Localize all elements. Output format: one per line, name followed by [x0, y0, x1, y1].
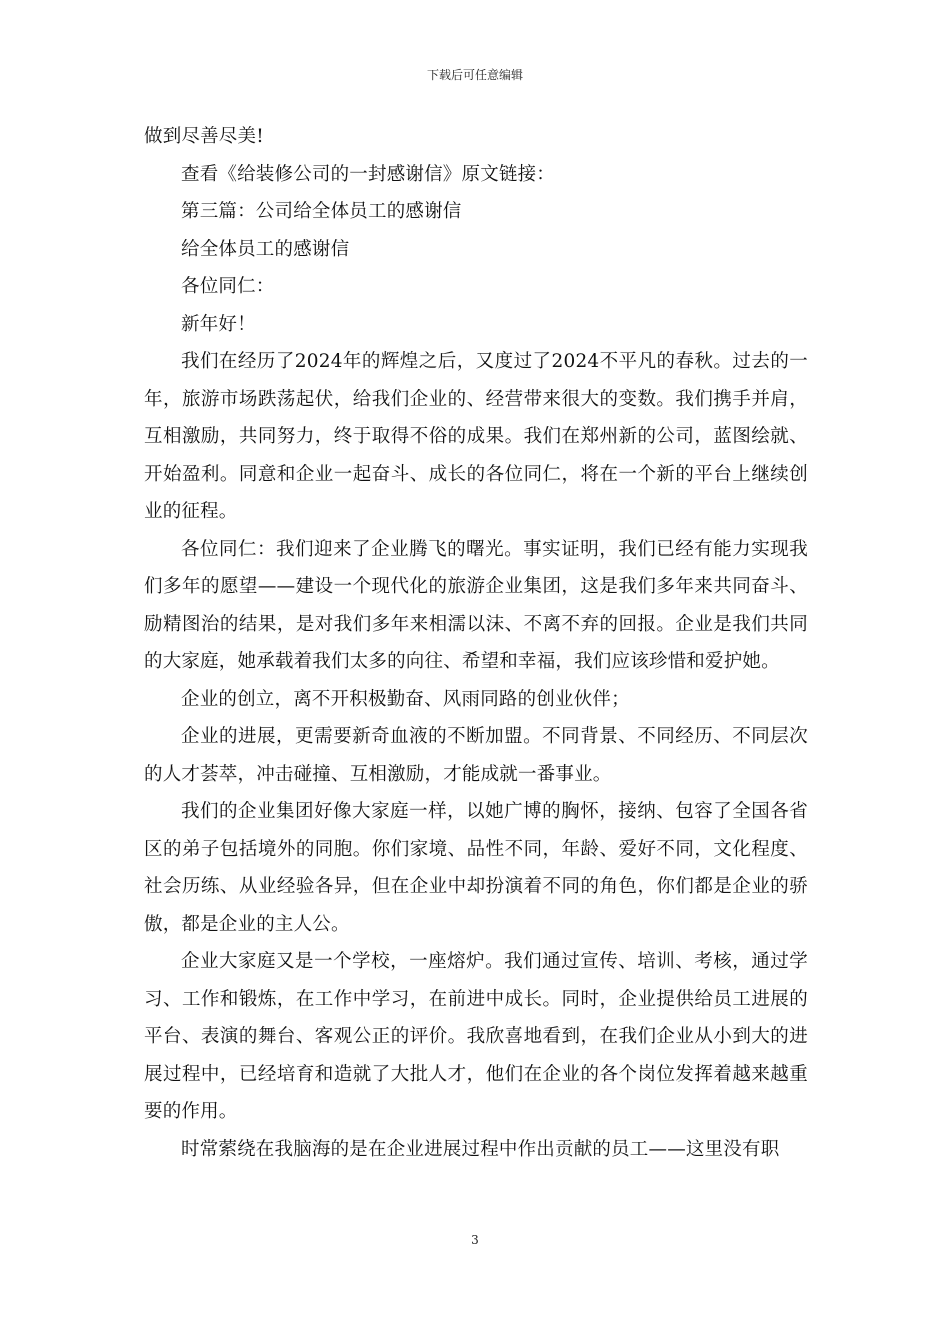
paragraph-body: 我们的企业集团好像大家庭一样，以她广博的胸怀，接纳、包容了全国各省区的弟子包括境外的同胞。你们家境、品性不同，年龄、爱好不同，文化程度、社会历练、从业经验各异，但在企业中却扮演着不同的角色，你们都是企业的骄傲，都是企业的主人公。 [144, 801, 808, 935]
paragraph-body: 企业的创立，离不开积极勤奋、风雨同路的创业伙伴； [181, 688, 630, 710]
page-number: 3 [471, 1233, 479, 1247]
paragraph-salutation: 各位同仁： [181, 276, 275, 297]
paragraph-letter-title: 给全体员工的感谢信 [181, 238, 350, 260]
page-header: 下载后可任意编辑 [426, 68, 523, 82]
paragraph-section-title: 第三篇：公司给全体员工的感谢信 [181, 201, 462, 222]
paragraph-body: 企业大家庭又是一个学校，一座熔炉。我们通过宣传、培训、考核，通过学习、工作和锻炼，在工作中学习，在前进中成长。同时，企业提供给员工进展的平台、表演的舞台、客观公正的评价。我欣喜地看到，在我们企业从小到大的进展过程中，已经培育和造就了大批人才，他们在企业的各个岗位发挥着越来越重要的作用。 [144, 951, 808, 1122]
paragraph-continuation: 做到尽善尽美! [144, 126, 264, 147]
paragraph-original-link: 查看《给装修公司的一封感谢信》原文链接： [181, 163, 556, 185]
paragraph-body: 企业的进展，更需要新奇血液的不断加盟。不同背景、不同经历、不同层次的人才荟萃，冲击碰撞、互相激励，才能成就一番事业。 [144, 726, 808, 785]
paragraph-body: 各位同仁：我们迎来了企业腾飞的曙光。事实证明，我们已经有能力实现我们多年的愿望——建设一个现代化的旅游企业集团，这是我们多年来共同奋斗、励精图治的结果，是对我们多年来相濡以沫、不离不弃的回报。企业是我们共同的大家庭，她承载着我们太多的向往、希望和幸福，我们应该珍惜和爱护她。 [144, 538, 808, 672]
paragraph-greeting: 新年好！ [181, 313, 256, 335]
paragraph-body: 时常萦绕在我脑海的是在企业进展过程中作出贡献的员工——这里没有职 [181, 1138, 780, 1160]
document-body [144, 118, 808, 1168]
paragraph-body: 我们在经历了2024年的辉煌之后，又度过了2024不平凡的春秋。过去的一年，旅游市场跌荡起伏，给我们企业的、经营带来很大的变数。我们携手并肩，互相激励，共同努力，终于取得不俗的成果。我们在郑州新的公司，蓝图绘就、开始盈利。同意和企业一起奋斗、成长的各位同仁，将在一个新的平台上继续创业的征程。 [144, 351, 808, 522]
